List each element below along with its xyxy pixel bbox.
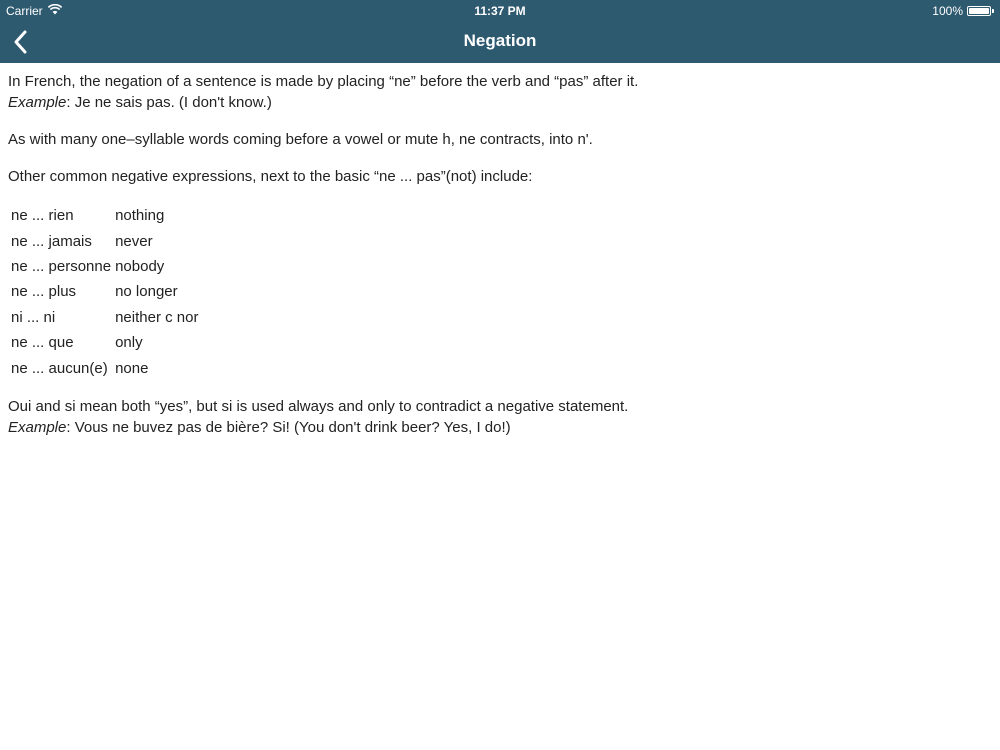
table-row [9, 203, 198, 228]
page-title: Negation [463, 31, 537, 50]
table-row [9, 305, 198, 330]
english-meaning: nothing [115, 207, 165, 225]
french-expression: ne ... jamais [11, 232, 92, 250]
battery-percent: 100% [932, 4, 963, 18]
table-row [9, 279, 198, 304]
example-text: : Je ne sais pas. (I don't know.) [66, 94, 272, 111]
battery-tip [992, 9, 994, 13]
french-expression: ne ... rien [11, 207, 74, 225]
intro-text: In French, the negation of a sentence is made by placing “ne” before the verb and “pas” after it. [8, 73, 639, 90]
carrier-label: Carrier [6, 4, 43, 18]
example-label: Example [8, 94, 67, 111]
status-battery-group [932, 4, 994, 18]
english-meaning: none [115, 359, 149, 377]
battery-fill [969, 8, 989, 14]
example-text: : Vous ne buvez pas de bière? Si! (You don't drink beer? Yes, I do!) [66, 418, 511, 436]
lesson-content [8, 71, 988, 438]
negation-table [9, 203, 198, 381]
status-time: 11:37 PM [474, 4, 526, 18]
english-meaning: nobody [115, 257, 165, 275]
french-expression: ne ... personne [11, 257, 112, 275]
navigation-bar [0, 22, 1000, 63]
example-label: Example [8, 418, 67, 436]
french-expression: ne ... aucun(e) [11, 359, 108, 377]
oui-si-paragraph [8, 396, 988, 438]
english-meaning: never [115, 232, 153, 250]
table-row [9, 254, 198, 279]
table-row [9, 330, 198, 355]
other-expressions-intro: Other common negative expressions, next to the basic “ne ... pas”(not) include: [8, 168, 533, 185]
french-expression: ne ... plus [11, 283, 77, 301]
english-meaning: no longer [115, 283, 178, 301]
english-meaning: only [115, 334, 143, 352]
oui-si-text: Oui and si mean both “yes”, but si is used always and only to contradict a negative statement. [8, 397, 629, 415]
english-meaning: neither c nor [115, 308, 199, 326]
table-row [9, 228, 198, 253]
contraction-paragraph: As with many one–syllable words coming before a vowel or mute h, ne contracts, into n'. [8, 131, 593, 148]
intro-paragraph [8, 71, 988, 113]
top-bar [0, 0, 1000, 63]
battery-icon [967, 6, 991, 16]
french-expression: ne ... que [11, 334, 74, 352]
table-row [9, 355, 198, 380]
french-expression: ni ... ni [11, 308, 56, 326]
status-bar [0, 0, 1000, 22]
